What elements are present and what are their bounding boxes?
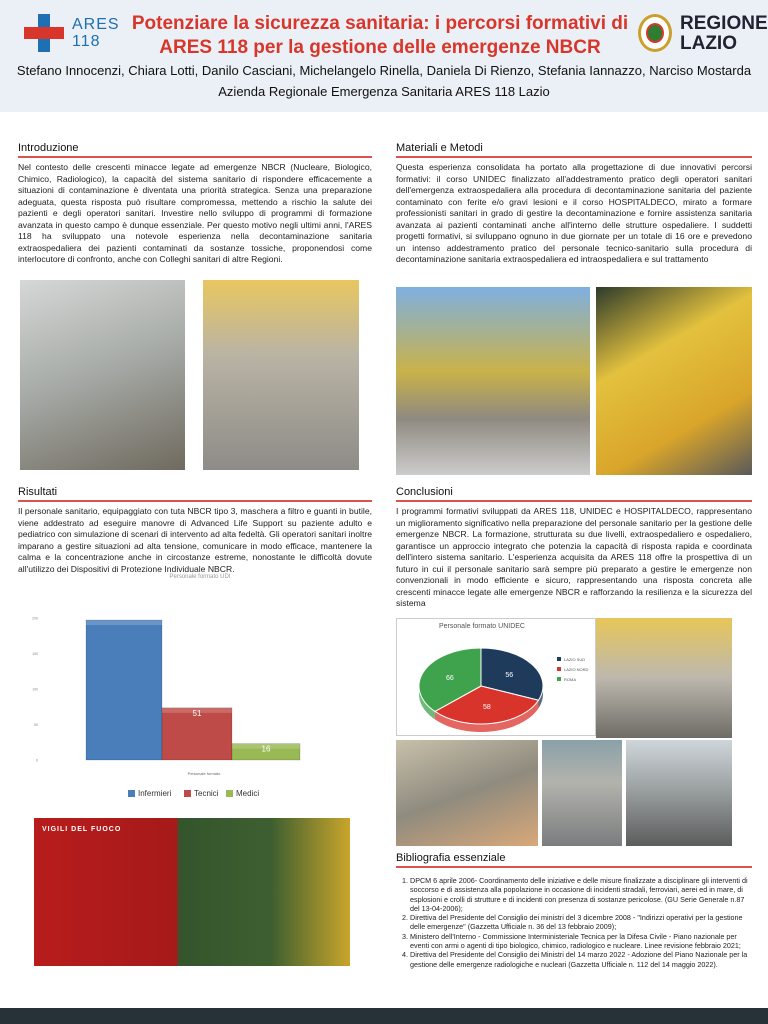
ares-logo [24, 14, 120, 54]
bar-highlight [86, 620, 162, 625]
methods-text: Questa esperienza consolidata ha portato alla progettazione di due innovativi percorsi formativi: il corso UNIDEC finalizzato all'addestramento pratico degli operatori sanitari dell'emergenza extraospedaliera alla procedura di decontaminazione sanitaria del paziente contaminato con ferite e/o gravi lesioni e il corso HOSPITALDECO, mirato a formare professionisti sanitari in grado di gestire la decontaminazione e fornire assistenza sanitaria avanzata ai pazienti contaminati anche all'interno delle strutture ospedaliere. I suddetti progetti formativi, si sviluppano ognuno in due giornate per un totale di 16 ore e prevedono un intenso addestramento pratico del personale tecnico-sanitario sulla procedura di decontaminazione sanitaria extraospedaliera ed intraospedaliera e sul trattamento [396, 162, 752, 264]
methods-title: Materiali e Metodi [396, 142, 752, 158]
poster-header [0, 0, 768, 112]
bib-item: 3. Ministero dell'Interno - Commissione Interministeriale Tecnica per la Difesa Civile - Piano nazionale per eventi con armi o agenti di tipo biologico, chimico, radiologico e nucleare. Linee revisione febbraio 2021; [410, 932, 752, 951]
bar-infermieri [86, 620, 162, 760]
pie-legend-label: LAZIO NORD [564, 667, 589, 672]
authors: Stefano Innocenzi, Chiara Lotti, Danilo Casciani, Michelangelo Rinella, Daniela Di Rienzo, Stefania Iannazzo, Narciso Mostarda [16, 63, 752, 78]
legend-infermieri: Infermieri [128, 789, 171, 798]
bibliography [396, 876, 752, 969]
photo-decon-tent [396, 287, 590, 475]
conclusions-title: Conclusioni [396, 486, 752, 502]
bib-item: 1. DPCM 6 aprile 2006- Coordinamento delle iniziative e delle misure finalizzate a disciplinare gli interventi di soccorso e di assistenza alla popolazione in occasione di incidenti stradali, ferroviari, aerei ed in mare, di esplosioni e crolli di strutture e di incidenti con presenza di sostanze pericolose. (GU Serie Generale n.87 del 13-04-2006); [410, 876, 752, 913]
pie-legend-swatch [557, 667, 561, 671]
legend-tecnici: Tecnici [184, 789, 218, 798]
bar-chart-ytick: 50 [34, 723, 38, 727]
pie-legend-label: LAZIO SUD [564, 657, 586, 662]
bar-chart-ytick: 100 [32, 687, 38, 692]
bar-chart-xlabel: Personale formato [187, 771, 221, 776]
regione-logo-text: REGIONE LAZIO [680, 13, 768, 54]
pie-data-label: 56 [505, 671, 514, 679]
poster-title: Potenziare la sicurezza sanitaria: i percorsi formativi di ARES 118 per la gestione delle emergenze NBCR [131, 13, 629, 58]
results-text: Il personale sanitario, equipaggiato con tuta NBCR tipo 3, maschera a filtro e guanti in butile, viene addestrato ad eseguire manovre di Advanced Life Support su paziente adulto e pediatrico con simulazione di scenari di intervento ad alta fedeltà. Gli operatori sanitari inoltre imparano a gestire situazioni ad alta tensione, comunicare in modo efficace, mantenere la calma e la concentrazione anche in circostanze estreme, nonostante le difficoltà dovute all'utilizzo dei Dispositivi di Protezione Individuale NBCR. [18, 506, 372, 574]
regione-seal-icon [638, 14, 672, 52]
bar-chart-title: Personale formato UDI [169, 574, 231, 580]
pie-data-label: 66 [445, 674, 454, 682]
photo-operators-group [626, 740, 732, 846]
bar-data-label: 16 [261, 744, 271, 754]
photo-operator-mask [596, 287, 752, 475]
photo-tent-training [203, 280, 359, 470]
ares-logo-text: ARES 118 [72, 16, 120, 50]
pie-legend-swatch [557, 657, 561, 661]
bib-item: 4. Direttiva del Presidente del Consiglio dei Ministri del 14 marzo 2022 - Adozione del Piano Nazionale per la gestione delle emergenze radiologiche e nucleari (Gazzetta Ufficiale n. 112 del 14 maggio 2022). [410, 950, 752, 969]
pie-data-label: 58 [483, 704, 491, 712]
legend-medici: Medici [226, 789, 259, 798]
pie-chart [397, 619, 597, 737]
photo-training-mannequin [20, 280, 185, 470]
photo-tent-operators [596, 618, 732, 738]
photo-operators-gear [542, 740, 622, 846]
pie-chart-title: Personale formato UNIDEC [439, 623, 525, 630]
results-title: Risultati [18, 486, 372, 502]
bar-data-label: 51 [192, 708, 202, 718]
bib-item: 2. Direttiva del Presidente del Consiglio dei ministri del 3 dicembre 2008 - "Indirizzi operativi per la gestione delle emergenze" (Gazzetta Ufficiale n. 36 del 13 febbraio 2009); [410, 913, 752, 932]
conclusions-text: I programmi formativi sviluppati da ARES 118, UNIDEC e HOSPITALDECO, rappresentano un miglioramento significativo nella preparazione del personale sanitario per la gestione delle emergenze NBCR. La formazione, strutturata su due livelli, extraospedaliero e ospedaliero, garantisce un approccio integrato che potenzia la capacità di risposta rapida e coordinata dell'intero sistema sanitario. L'esperienza acquisita da ARES 118 offre la prospettiva di un futuro in cui il personale sanitario sarà sempre più preparato a gestire le emergenze non convenzionali in modo efficiente e sicuro, rappresentando una risposta concreta alle crescenti minacce legate alle emergenze NBCR e rafforzando la resilienza e la sicurezza del sistema [396, 506, 752, 608]
bar-chart-ytick: 200 [32, 616, 38, 621]
pie-chart-panel [396, 618, 596, 736]
bar-chart [30, 574, 330, 804]
bib-title: Bibliografia essenziale [396, 852, 752, 868]
affiliation: Azienda Regionale Emergenza Sanitaria ARES 118 Lazio [218, 84, 550, 99]
bar-chart-ytick: 150 [32, 652, 38, 656]
bar-chart-legend [118, 789, 318, 801]
cross-icon-horizontal [24, 27, 64, 39]
bar-chart-ytick: 0 [36, 758, 38, 763]
pie-legend-swatch [557, 677, 561, 681]
footer-bar [0, 1008, 768, 1024]
truck-label: VIGILI DEL FUOCO [42, 826, 122, 833]
intro-text: Nel contesto delle crescenti minacce legate ad emergenze NBCR (Nucleare, Biologico, Chimico, Radiologico), la capacità del sistema sanitario di rispondere efficacemente a situazioni di contaminazione è diventata una priorità strategica. Senza una preparazione adeguata, questa risposta può risultare compromessa, mettendo a rischio la salute dei pazienti e degli operatori sanitari. Investire nello sviluppo di programmi di formazione avanzata in questo campo è dunque essenziale. Per questo motivo negli ultimi anni, l'ARES 118 ha sviluppato una notevole esperienza nella decontaminazione sanitaria extraospedaliera dei pazienti contaminati da sostanze tossiche, proponendosi come interlocutore di confronto, anche con Colleghi sanitari di altre Regioni. [18, 162, 372, 264]
photo-mannequin-care [396, 740, 538, 846]
pie-legend-label: ROMA [564, 677, 576, 682]
intro-title: Introduzione [18, 142, 372, 158]
photo-fire-truck-team [34, 818, 350, 966]
